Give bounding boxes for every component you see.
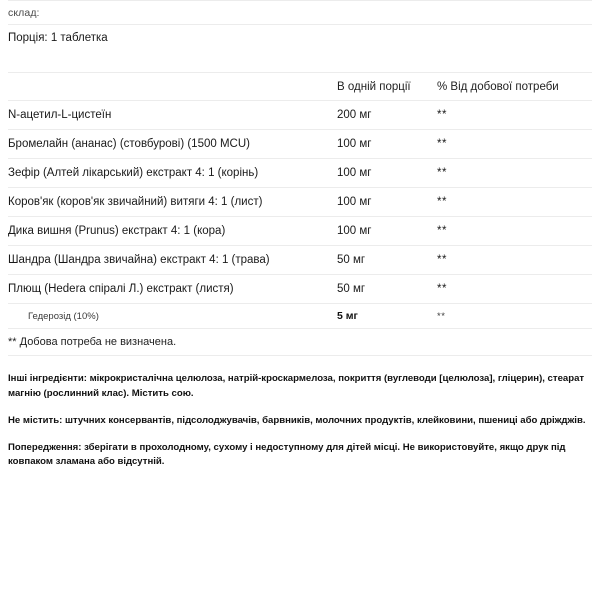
composition-heading: склад: [8,1,592,25]
table-row-sub-ingredient [8,304,592,329]
ingredient-amount: 50 мг [337,275,437,304]
ingredient-amount: 200 мг [337,101,437,130]
free-from-text: Не містить: штучних консервантів, підсолоджувачів, барвників, молочних продуктів, клейковини, пшениці або дріжджів. [8,414,586,426]
ingredient-amount: 5 мг [337,304,437,329]
ingredient-name: N-ацетил-L-цистеїн [8,101,337,130]
table-row [8,130,592,159]
ingredient-name: Зефір (Алтей лікарський) екстракт 4: 1 (корінь) [8,159,337,188]
table-row [8,246,592,275]
ingredient-amount: 100 мг [337,159,437,188]
table-header-row [8,73,592,101]
ingredient-amount: 50 мг [337,246,437,275]
column-header-daily-value: % Від добової потреби [437,73,592,101]
ingredient-name: Коров'як (коров'як звичайний) витяги 4: 1 (лист) [8,188,337,217]
table-row [8,101,592,130]
ingredient-name: Шандра (Шандра звичайна) екстракт 4: 1 (трава) [8,246,337,275]
ingredient-name: Дика вишня (Prunus) екстракт 4: 1 (кора) [8,217,337,246]
ingredient-name: Бромелайн (ананас) (стовбурові) (1500 MCU) [8,130,337,159]
table-row [8,188,592,217]
column-header-amount: В одній порції [337,73,437,101]
table-row [8,159,592,188]
serving-size-row [8,25,592,51]
disclaimer-section [8,356,592,470]
ingredient-daily-value: ** [437,159,592,188]
ingredient-daily-value: ** [437,217,592,246]
ingredient-daily-value: ** [437,304,592,329]
ingredient-name: Плющ (Hedera спіралі Л.) екстракт (листя) [8,275,337,304]
table-spacer-cell [8,50,592,73]
table-row [8,275,592,304]
daily-value-footnote-row [8,329,592,356]
daily-value-footnote: ** Добова потреба не визначена. [8,329,592,356]
ingredient-daily-value: ** [437,275,592,304]
serving-size-text: Порція: 1 таблетка [8,25,592,51]
ingredient-amount: 100 мг [337,217,437,246]
supplement-facts-table [8,0,592,356]
ingredient-daily-value: ** [437,246,592,275]
ingredient-amount: 100 мг [337,188,437,217]
ingredient-daily-value: ** [437,188,592,217]
ingredient-amount: 100 мг [337,130,437,159]
ingredient-daily-value: ** [437,130,592,159]
composition-heading-row [8,1,592,25]
ingredient-name: Гедерозід (10%) [8,304,337,329]
column-header-name [8,73,337,101]
other-ingredients-text: Інші інгредієнти: мікрокристалічна целюлоза, натрій-кроскармелоза, покриття (вуглеводи [целюлоза], гліцерин), стеарат магнію (рослинний клас). Містить сою. [8,373,585,399]
table-spacer-row [8,50,592,73]
ingredient-daily-value: ** [437,101,592,130]
warning-text: Попередження: зберігати в прохолодному, сухому і недоступному для дітей місці. Не використовуйте, якщо друк під ковпаком зламана або відсутній. [8,441,566,468]
table-row [8,217,592,246]
